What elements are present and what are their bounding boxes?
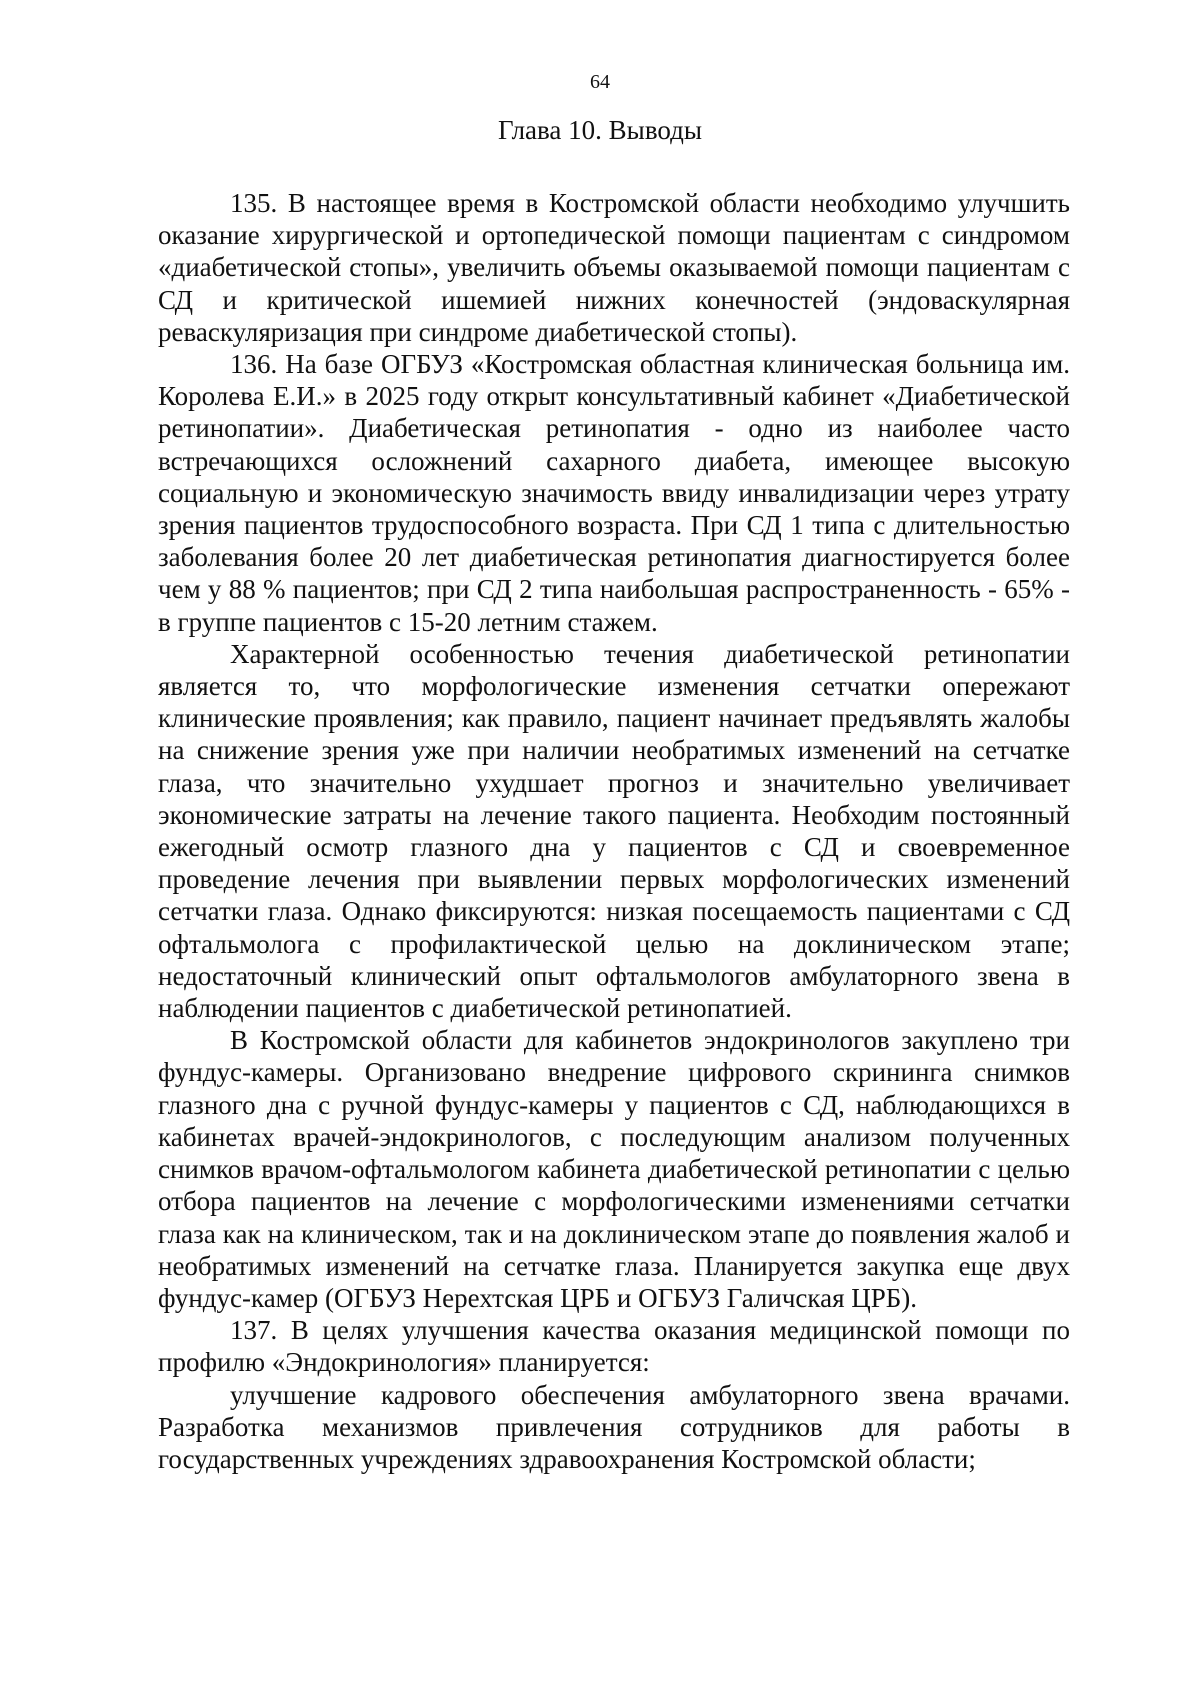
page-number: 64 <box>590 71 610 93</box>
paragraph-retinopathy-features: Характерной особенностью течения диабетической ретинопатии является то, что морфологические изменения сетчатки опережают клинические проявления; как правило, пациент начинает предъявлять жалобы на снижение зрения уже при наличии необратимых изменений на сетчатке глаза, что значительно ухудшает прогноз и значительно увеличивает экономические затраты на лечение такого пациента. Необходим постоянный ежегодный осмотр глазного дна у пациентов с СД и своевременное проведение лечения при выявлении первых морфологических изменений сетчатки глаза. Однако фиксируются: низкая посещаемость пациентами с СД офтальмолога с профилактической целью на доклиническом этапе; недостаточный клинический опыт офтальмологов амбулаторного звена в наблюдении пациентов с диабетической ретинопатией. <box>158 638 1070 1024</box>
document-body <box>158 187 1070 1475</box>
paragraph-137: 137. В целях улучшения качества оказания медицинской помощи по профилю «Эндокринология» планируется: <box>158 1315 1070 1378</box>
paragraph-135: 135. В настоящее время в Костромской области необходимо улучшить оказание хирургической и ортопедической помощи пациентам с синдромом «диабетической стопы», увеличить объемы оказываемой помощи пациентам с СД и критической ишемией нижних конечностей (эндоваскулярная реваскуляризация при синдроме диабетической стопы). <box>158 188 1070 347</box>
paragraph-fundus-cameras: В Костромской области для кабинетов эндокринологов закуплено три фундус-камеры. Организовано внедрение цифрового скрининга снимков глазного дна с ручной фундус-камеры у пациентов с СД, наблюдающихся в кабинетах врачей-эндокринологов, с последующим анализом полученных снимков врачом-офтальмологом кабинета диабетической ретинопатии с целью отбора пациентов на лечение с морфологическими изменениями сетчатки глаза как на клиническом, так и на доклиническом этапе до появления жалоб и необратимых изменений на сетчатке глаза. Планируется закупка еще двух фундус-камер (ОГБУЗ Нерехтская ЦРБ и ОГБУЗ Галичская ЦРБ). <box>158 1025 1070 1313</box>
paragraph-136: 136. На базе ОГБУЗ «Костромская областная клиническая больница им. Королева Е.И.» в 2025 году открыт консультативный кабинет «Диабетической ретинопатии». Диабетическая ретинопатия - одно из наиболее часто встречающихся осложнений сахарного диабета, имеющее высокую социальную и экономическую значимость ввиду инвалидизации через утрату зрения пациентов трудоспособного возраста. При СД 1 типа с длительностью заболевания более 20 лет диабетическая ретинопатия диагностируется более чем у 88 % пациентов; при СД 2 типа наибольшая распространенность - 65% - в группе пациентов с 15-20 летним стажем. <box>158 349 1070 637</box>
paragraph-staffing: улучшение кадрового обеспечения амбулаторного звена врачами. Разработка механизмов привлечения сотрудников для работы в государственных учреждениях здравоохранения Костромской области; <box>158 1379 1070 1474</box>
chapter-title: Глава 10. Выводы <box>498 115 702 145</box>
